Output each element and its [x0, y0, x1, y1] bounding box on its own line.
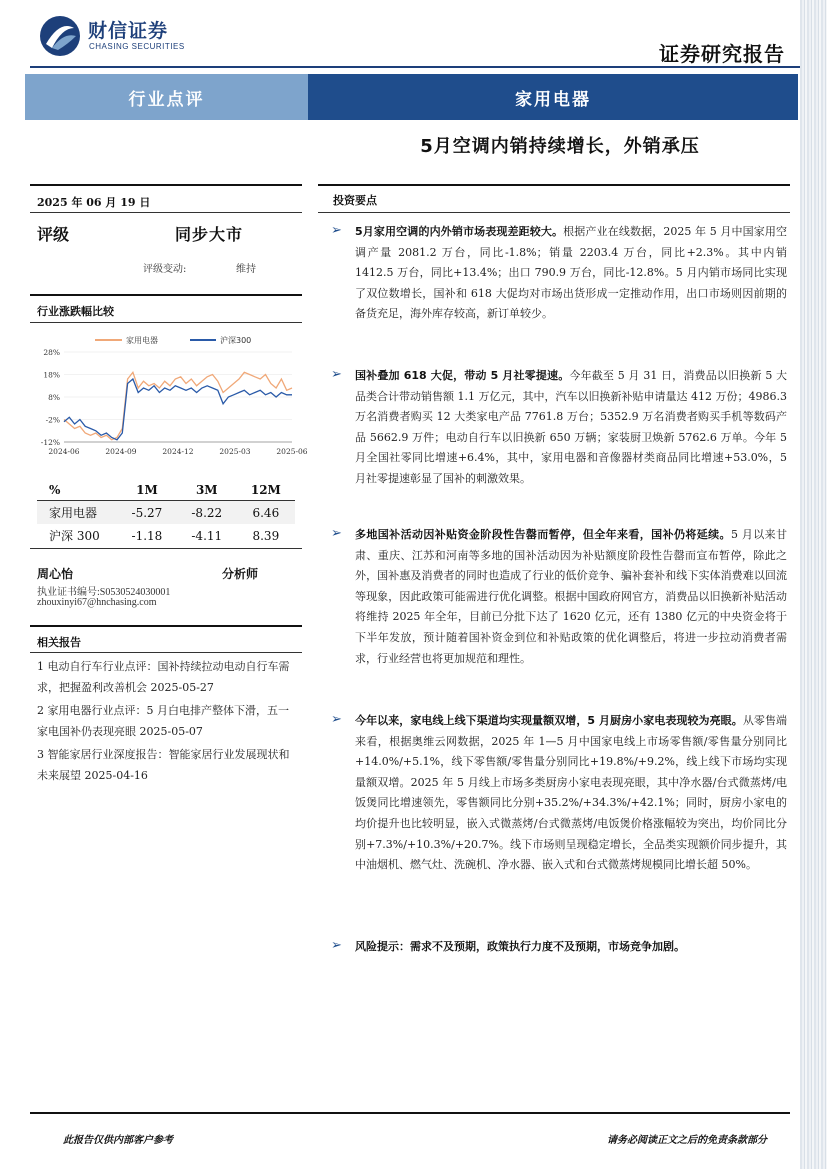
- arrow-bullet-icon: ➢: [331, 938, 342, 953]
- related-reports-title: 相关报告: [37, 636, 81, 649]
- x-tick-label: 2025-06: [276, 447, 308, 456]
- performance-line-chart: [30, 330, 308, 465]
- key-points-title: 投资要点: [333, 194, 377, 207]
- chart-title: 行业涨跌幅比较: [37, 305, 114, 318]
- arrow-bullet-icon: ➢: [331, 367, 342, 382]
- footer-disclaimer-right: 请务必阅读正文之后的免责条款部分: [607, 1135, 767, 1146]
- document-type: 证券研究报告: [659, 42, 785, 66]
- divider: [30, 548, 302, 549]
- rating-change-label: 评级变动:: [143, 264, 187, 275]
- y-tick-label: 18%: [43, 370, 60, 380]
- table-cell: -4.11: [191, 528, 223, 543]
- page-edge-stripe: [800, 0, 827, 1169]
- key-point-body: 根据产业在线数据，2025 年 5 月中国家用空调产量 2081.2 万台，同比-1.8%；销量 2203.4 万台，同比+2.3%。其中内销 1412.5 万台，同比+13.4%；出口 790.9 万台，同比-12.8%。5 月内销市场同比实现了双位数增长，国补和 618 大促均对市场出货形成一定推动作用，出口市场则因前期的备货充足，海外库存较高，新订单较少。: [355, 225, 788, 321]
- divider: [30, 184, 302, 186]
- table-cell: -8.22: [177, 501, 237, 525]
- key-point-paragraph: [355, 222, 787, 325]
- divider: [30, 322, 302, 323]
- risk-warning: 风险提示：需求不及预期，政策执行力度不及预期，市场竞争加剧。: [355, 940, 685, 953]
- footer-disclaimer-left: 此报告仅供内部客户参考: [63, 1135, 173, 1146]
- table-cell: 6.46: [237, 501, 295, 525]
- rating-change-value: 维持: [236, 264, 256, 275]
- table-cell: 8.39: [252, 528, 280, 543]
- y-tick-label: 28%: [43, 348, 60, 357]
- related-report-item[interactable]: 3 智能家居行业深度报告：智能家居行业发展现状和未来展望 2025-04-16: [37, 748, 290, 782]
- table-cell: 家用电器: [37, 501, 117, 525]
- company-logo-icon: [38, 14, 82, 58]
- analyst-certificate: 执业证书编号:S0530524030001: [37, 587, 171, 598]
- table-row: [37, 501, 295, 525]
- series-line-2: [64, 379, 292, 440]
- chart-legend: [95, 335, 251, 345]
- footer-divider: [30, 1112, 790, 1114]
- table-cell: 沪深 300: [49, 529, 100, 543]
- y-tick-label: 8%: [48, 393, 60, 402]
- table-header-cell: 1M: [117, 480, 177, 501]
- key-point-paragraph: [355, 711, 787, 876]
- x-tick-label: 2024-09: [105, 447, 137, 456]
- key-point-paragraph: [355, 525, 787, 669]
- arrow-bullet-icon: ➢: [331, 223, 342, 238]
- x-tick-label: 2024-06: [48, 447, 80, 456]
- key-point-lead: 5月家用空调的内外销市场表现差距较大。: [355, 225, 564, 238]
- key-point-body: 今年截至 5 月 31 日，消费品以旧换新 5 大品类合计带动销售额 1.1 万亿元，其中，汽车以旧换新补贴申请量达 412 万份；4986.3 万名消费者购买 12 大类家电产品 7761.8 万台；5352.9 万名消费者购买手机等数码产品 5662.9 万件；电动自行车以旧换新 650 万辆；家装厨卫焕新 5762.6 万单。今年 5 月全国社零同比增速+6.4%，其中，家用电器和音像器材类商品同比增速+53.0%，5 月社零提速彰显了国补的刺激效果。: [355, 369, 787, 485]
- logo-chinese-name: 财信证券: [88, 20, 169, 42]
- table-cell: -5.27: [117, 501, 177, 525]
- analyst-email: zhouxinyi67@hnchasing.com: [37, 597, 157, 608]
- y-tick-label: -2%: [45, 415, 60, 425]
- divider: [30, 652, 302, 653]
- rating-value: 同步大市: [175, 225, 244, 244]
- legend-label-series-1: 家用电器: [126, 336, 158, 345]
- key-point-lead: 国补叠加 618 大促，带动 5 月社零提速。: [355, 369, 570, 382]
- x-tick-label: 2025-03: [219, 447, 251, 456]
- logo-english-name: CHASING SECURITIES: [89, 42, 185, 51]
- divider: [30, 212, 302, 213]
- industry-band: 家用电器: [308, 74, 798, 120]
- performance-table: [37, 480, 295, 547]
- key-point-lead: 多地国补活动因补贴资金阶段性告罄而暂停，但全年来看，国补仍将延续。: [355, 528, 731, 541]
- y-tick-label: -12%: [40, 438, 60, 447]
- table-row: [37, 524, 295, 547]
- legend-label-series-2: 沪深300: [220, 336, 252, 345]
- report-date: 2025 年 06 月 19 日: [37, 196, 151, 209]
- key-point-body: 5 月以来甘肃、重庆、江苏和河南等多地的国补活动因为补贴额度阶段性告罄而宣布暂停，除此之外，国补惠及消费者的同时也造成了行业的低价竞争、骗补套补和线下实体消费难以回流等现象，因此政策可能需进行优化调整。根据中国政府网官方，消费品以旧换新补贴活动将维持 2025 年全年，目前已分批下达了 1620 亿元，还有 1380 亿元的中央资金将于下半年发放，预计随着国补资金到位和补贴政策的优化调整后，将进一步拉动消费者需求，行业经营也将更加规范和理性。: [355, 528, 787, 665]
- table-header-cell: 3M: [177, 480, 237, 501]
- related-report-item[interactable]: 2 家用电器行业点评：5 月白电排产整体下滑，五一家电国补仍表现亮眼 2025-05-07: [37, 704, 289, 738]
- related-report-item[interactable]: 1 电动自行车行业点评：国补持续拉动电动自行车需求，把握盈利改善机会 2025-05-27: [37, 660, 290, 694]
- table-cell: -1.18: [131, 528, 163, 543]
- divider: [30, 294, 302, 296]
- x-tick-label: 2024-12: [162, 447, 194, 456]
- key-point-body: 从零售端来看，根据奥维云网数据，2025 年 1—5 月中国家电线上市场零售额/零售量分别同比+14.0%/+5.1%，线下零售额/零售量分别同比+19.8%/+9.2%，线上线下市场均实现量额双增。2025 年 5 月线上市场多类厨房小家电表现亮眼，其中净水器/台式微蒸烤/电饭煲同比增速领先，零售额同比分别+35.2%/+34.3%/+42.1%；同时，厨房小家电的均价提升也比较明显，嵌入式微蒸烤/台式微蒸烤/电饭煲价格涨幅较为突出，均价同比分别+7.3%/+10.3%/+20.7%。线下市场则呈现稳定增长，全品类实现额价同步提升，其中油烟机、燃气灶、洗碗机、净水器、嵌入式和台式微蒸烤规模同比增长超 50%。: [355, 714, 788, 872]
- divider: [318, 184, 790, 186]
- key-point-lead: 今年以来，家电线上线下渠道均实现量额双增，5 月厨房小家电表现较为亮眼。: [355, 714, 743, 727]
- key-point-paragraph: [355, 937, 787, 958]
- arrow-bullet-icon: ➢: [331, 712, 342, 727]
- divider: [318, 212, 790, 213]
- analyst-role: 分析师: [222, 567, 259, 581]
- divider: [30, 625, 302, 627]
- table-header-cell: 12M: [237, 480, 295, 501]
- series-line-1: [64, 372, 292, 440]
- rating-label: 评级: [37, 225, 70, 244]
- report-category-band: 行业点评: [25, 74, 308, 120]
- report-title: 5月空调内销持续增长，外销承压: [420, 136, 700, 157]
- key-point-paragraph: [355, 366, 787, 490]
- analyst-name: 周心怡: [37, 567, 74, 581]
- table-header-row: [37, 480, 295, 501]
- arrow-bullet-icon: ➢: [331, 526, 342, 541]
- header-divider: [30, 66, 800, 68]
- table-header-cell: %: [37, 480, 117, 501]
